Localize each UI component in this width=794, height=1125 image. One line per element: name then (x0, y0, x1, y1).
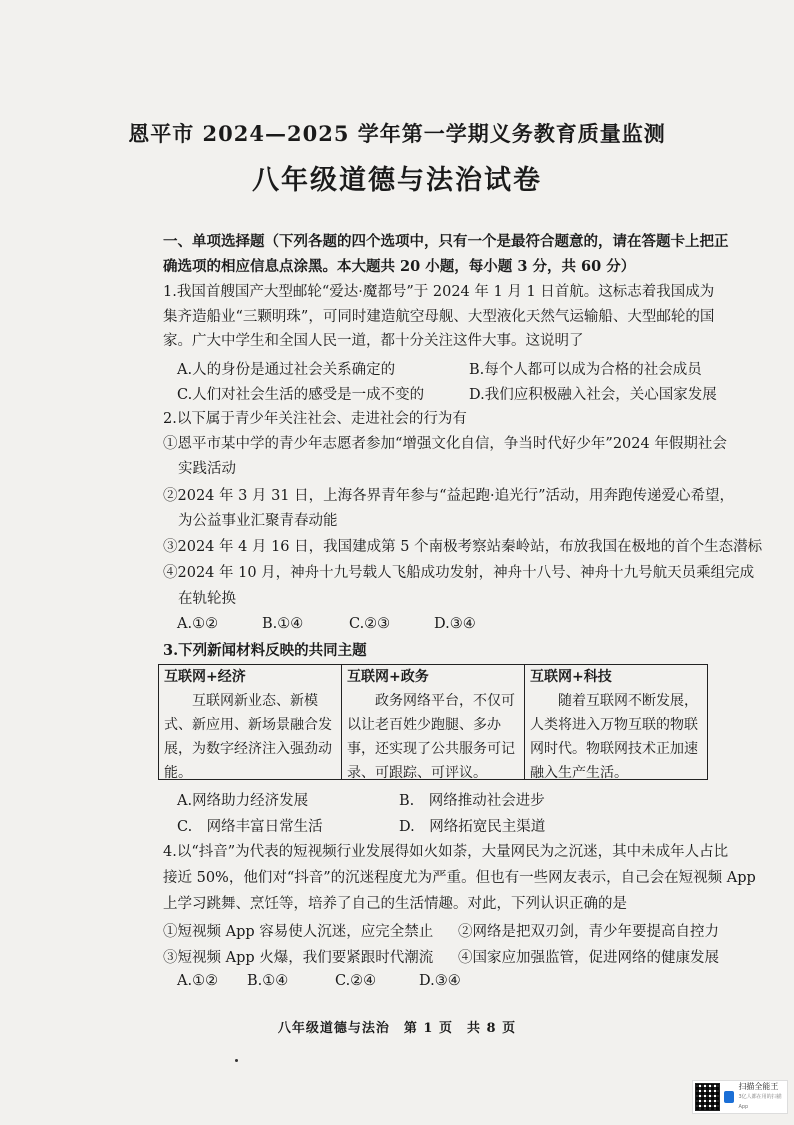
section-heading-line1: 一、单项选择题（下列各题的四个选项中，只有一个是最符合题意的，请在答题卡上把正 (163, 233, 729, 250)
q1-stem-line2: 集齐造船业“三颗明珠”，可同时建造航空母舰、大型液化天然气运输船、大型邮轮的国 (163, 309, 715, 325)
exam-title-line2: 八年级道德与法治试卷 (252, 165, 542, 196)
q4-stem-line3: 上学习跳舞、烹饪等，培养了自己的生活情趣。对此，下列认识正确的是 (163, 896, 627, 912)
q3-table-cell-body: 随着互联网不断发展，人类将进入万物互联的物联网时代。物联网技术正加速融入生产生活。 (530, 693, 698, 781)
q2-item4-line2: 在轨轮换 (178, 591, 236, 607)
q3-stem: 3.下列新闻材料反映的共同主题 (163, 642, 367, 659)
q3-option-a: A.网络助力经济发展 (177, 793, 309, 809)
q3-table-cell-body: 互联网新业态、新模式、新应用、新场景融合发展，为数字经济注入强劲动能。 (164, 693, 332, 781)
q2-option-a: A.①② (177, 616, 219, 632)
q2-item4-line1: ④2024 年 10 月，神舟十九号载人飞船成功发射，神舟十八号、神舟十九号航天员乘组完成 (163, 565, 755, 581)
q4-stem-line2: 接近 50%，他们对“抖音”的沉迷程度尤为严重。但也有一些网友表示，自己会在短视频 App (163, 870, 756, 886)
q3-option-c: C. 网络丰富日常生活 (177, 819, 323, 835)
q1-option-d: D.我们应积极融入社会，关心国家发展 (469, 387, 717, 403)
q2-stem: 2.以下属于青少年关注社会、走进社会的行为有 (163, 411, 467, 427)
q3-table-cell (525, 665, 707, 779)
q3-table-cell (342, 665, 525, 779)
scanner-stamp (692, 1080, 788, 1114)
q1-option-c: C.人们对社会生活的感受是一成不变的 (177, 387, 425, 403)
exam-title-line1: 恩平市 2024—2025 学年第一学期义务教育质量监测 (128, 121, 666, 146)
q4-item1: ①短视频 App 容易使人沉迷，应完全禁止 (163, 924, 434, 940)
scanner-logo-icon (724, 1091, 735, 1103)
q4-option-b: B.①④ (247, 973, 289, 989)
page-footer: 八年级道德与法治 第 1 页 共 8 页 (277, 1021, 517, 1036)
q1-stem-line3: 家。广大中学生和全国人民一道，都十分关注这件大事。这说明了 (163, 333, 584, 349)
q4-stem-line1: 4.以“抖音”为代表的短视频行业发展得如火如荼，大量网民为之沉迷，其中未成年人占比 (163, 844, 729, 860)
ink-dot (235, 1059, 238, 1062)
q1-option-b: B.每个人都可以成为合格的社会成员 (469, 362, 702, 378)
q2-item2-line1: ②2024 年 3 月 31 日，上海各界青年参与“益起跑·追光行”活动，用奔跑传递爱心希望， (163, 488, 735, 504)
q2-item1-line2: 实践活动 (178, 461, 236, 477)
q3-table-cell-title: 互联网+科技 (530, 669, 612, 685)
q2-item1-line1: ①恩平市某中学的青少年志愿者参加“增强文化自信，争当时代好少年”2024 年假期社会 (163, 436, 727, 452)
q3-table-cell-title: 互联网+经济 (164, 669, 246, 685)
scanner-brand: 扫描全能王 (738, 1082, 779, 1091)
q2-item3: ③2024 年 4 月 16 日，我国建成第 5 个南极考察站秦岭站，布放我国在极地的首个生态潜标 (163, 539, 763, 555)
q4-item2: ②网络是把双刃剑，青少年要提高自控力 (458, 924, 719, 940)
qr-code-icon (695, 1083, 720, 1111)
q4-item4: ④国家应加强监管，促进网络的健康发展 (458, 950, 719, 966)
q1-option-a: A.人的身份是通过社会关系确定的 (177, 362, 396, 378)
q1-stem-line1: 1.我国首艘国产大型邮轮“爱达·魔都号”于 2024 年 1 月 1 日首航。这标志着我国成为 (163, 284, 715, 300)
q4-option-c: C.②④ (335, 973, 377, 989)
q2-item2-line2: 为公益事业汇聚青春动能 (178, 513, 338, 529)
q3-table-cell-body: 政务网络平台，不仅可以让老百姓少跑腿、多办事，还实现了公共服务可记录、可跟踪、可评议。 (347, 693, 515, 781)
q3-news-table (158, 664, 708, 780)
q2-option-b: B.①④ (262, 616, 304, 632)
q2-option-c: C.②③ (349, 616, 391, 632)
q4-option-a: A.①② (177, 973, 219, 989)
q3-option-d: D. 网络拓宽民主渠道 (399, 819, 546, 835)
section-heading-line2: 确选项的相应信息点涂黑。本大题共 20 小题，每小题 3 分，共 60 分） (163, 258, 636, 275)
q2-option-d: D.③④ (434, 616, 476, 632)
scanner-subtitle: 3亿人都在用的扫描App (738, 1094, 782, 1110)
q4-item3: ③短视频 App 火爆，我们要紧跟时代潮流 (163, 950, 434, 966)
q3-table-cell-title: 互联网+政务 (347, 669, 429, 685)
q4-option-d: D.③④ (419, 973, 461, 989)
q3-table-cell (159, 665, 342, 779)
q3-option-b: B. 网络推动社会进步 (399, 793, 545, 809)
